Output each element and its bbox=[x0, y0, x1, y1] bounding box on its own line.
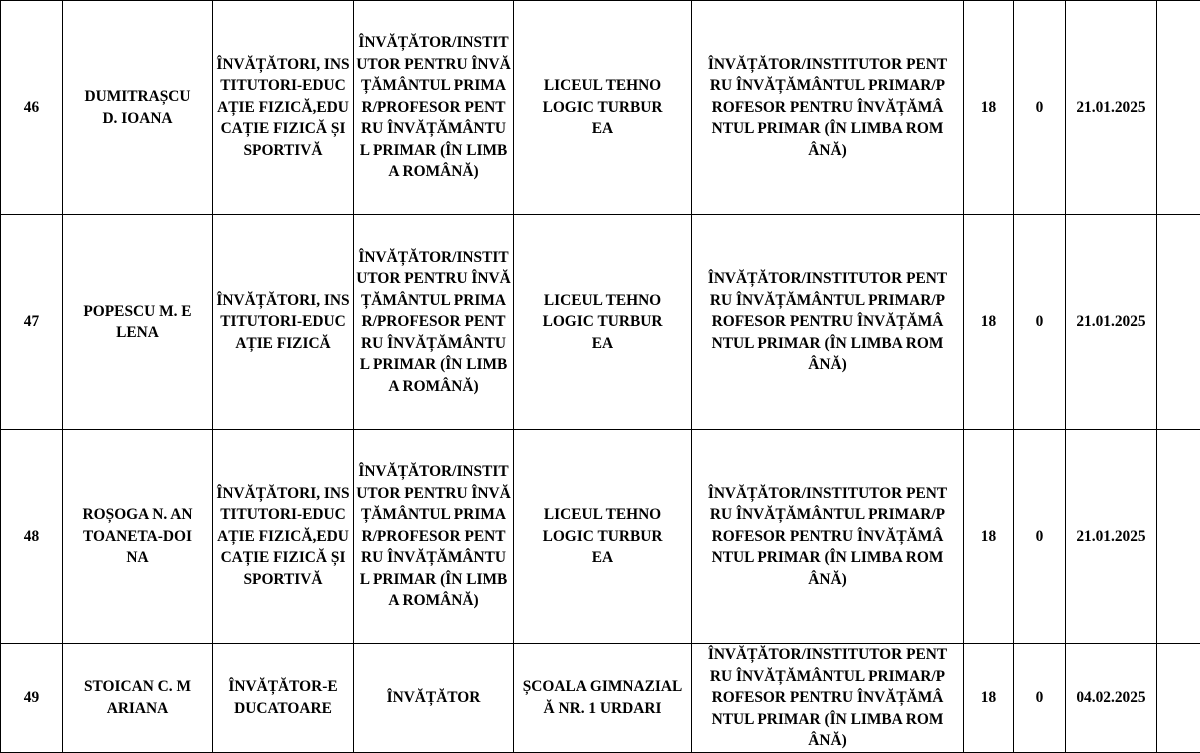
extra-value: 0 bbox=[1014, 1, 1066, 215]
specialization: ÎNVĂȚĂTORI, INSTITUTORI-EDUCAȚIE FIZICĂ,EDUCAȚIE FIZICĂ ȘI SPORTIVĂ bbox=[213, 1, 354, 215]
observations bbox=[1157, 1, 1200, 215]
table-row bbox=[1, 644, 1200, 753]
discipline: ÎNVĂȚĂTOR/INSTITUTOR PENTRU ÎNVĂȚĂMÂNTUL PRIMAR/PROFESOR PENTRU ÎNVĂȚĂMÂNTUL PRIMAR (ÎN LIMBA ROMÂNĂ) bbox=[692, 1, 964, 215]
extra-value: 0 bbox=[1014, 430, 1066, 644]
observations bbox=[1157, 215, 1200, 430]
table-row bbox=[1, 215, 1200, 430]
observations bbox=[1157, 430, 1200, 644]
position-title: ÎNVĂȚĂTOR bbox=[354, 644, 514, 753]
row-number: 47 bbox=[1, 215, 63, 430]
start-date: 04.02.2025 bbox=[1066, 644, 1157, 753]
candidate-name: DUMITRAȘCU D. IOANA bbox=[63, 1, 213, 215]
school-unit: LICEUL TEHNOLOGIC TURBUREA bbox=[514, 215, 692, 430]
candidate-name: STOICAN C. MARIANA bbox=[63, 644, 213, 753]
start-date: 21.01.2025 bbox=[1066, 430, 1157, 644]
row-number: 49 bbox=[1, 644, 63, 753]
discipline: ÎNVĂȚĂTOR/INSTITUTOR PENTRU ÎNVĂȚĂMÂNTUL PRIMAR/PROFESOR PENTRU ÎNVĂȚĂMÂNTUL PRIMAR (ÎN LIMBA ROMÂNĂ) bbox=[692, 644, 964, 753]
hours-value: 18 bbox=[964, 430, 1014, 644]
position-title: ÎNVĂȚĂTOR/INSTITUTOR PENTRU ÎNVĂȚĂMÂNTUL PRIMAR/PROFESOR PENTRU ÎNVĂȚĂMÂNTUL PRIMAR (ÎN LIMBA ROMÂNĂ) bbox=[354, 430, 514, 644]
specialization: ÎNVĂȚĂTORI, INSTITUTORI-EDUCAȚIE FIZICĂ,EDUCAȚIE FIZICĂ ȘI SPORTIVĂ bbox=[213, 430, 354, 644]
extra-value: 0 bbox=[1014, 215, 1066, 430]
candidate-name: POPESCU M. ELENA bbox=[63, 215, 213, 430]
extra-value: 0 bbox=[1014, 644, 1066, 753]
hours-value: 18 bbox=[964, 215, 1014, 430]
row-number: 46 bbox=[1, 1, 63, 215]
candidate-name: ROȘOGA N. ANTOANETA-DOINA bbox=[63, 430, 213, 644]
start-date: 21.01.2025 bbox=[1066, 215, 1157, 430]
observations bbox=[1157, 644, 1200, 753]
school-unit: ȘCOALA GIMNAZIALĂ NR. 1 URDARI bbox=[514, 644, 692, 753]
school-unit: LICEUL TEHNOLOGIC TURBUREA bbox=[514, 1, 692, 215]
school-unit: LICEUL TEHNOLOGIC TURBUREA bbox=[514, 430, 692, 644]
discipline: ÎNVĂȚĂTOR/INSTITUTOR PENTRU ÎNVĂȚĂMÂNTUL PRIMAR/PROFESOR PENTRU ÎNVĂȚĂMÂNTUL PRIMAR (ÎN LIMBA ROMÂNĂ) bbox=[692, 215, 964, 430]
position-title: ÎNVĂȚĂTOR/INSTITUTOR PENTRU ÎNVĂȚĂMÂNTUL PRIMAR/PROFESOR PENTRU ÎNVĂȚĂMÂNTUL PRIMAR (ÎN LIMBA ROMÂNĂ) bbox=[354, 215, 514, 430]
hours-value: 18 bbox=[964, 644, 1014, 753]
specialization: ÎNVĂȚĂTORI, INSTITUTORI-EDUCAȚIE FIZICĂ bbox=[213, 215, 354, 430]
discipline: ÎNVĂȚĂTOR/INSTITUTOR PENTRU ÎNVĂȚĂMÂNTUL PRIMAR/PROFESOR PENTRU ÎNVĂȚĂMÂNTUL PRIMAR (ÎN LIMBA ROMÂNĂ) bbox=[692, 430, 964, 644]
table-row bbox=[1, 430, 1200, 644]
hours-value: 18 bbox=[964, 1, 1014, 215]
row-number: 48 bbox=[1, 430, 63, 644]
specialization: ÎNVĂȚĂTOR-EDUCATOARE bbox=[213, 644, 354, 753]
table-row bbox=[1, 1, 1200, 215]
start-date: 21.01.2025 bbox=[1066, 1, 1157, 215]
position-title: ÎNVĂȚĂTOR/INSTITUTOR PENTRU ÎNVĂȚĂMÂNTUL PRIMAR/PROFESOR PENTRU ÎNVĂȚĂMÂNTUL PRIMAR (ÎN LIMBA ROMÂNĂ) bbox=[354, 1, 514, 215]
